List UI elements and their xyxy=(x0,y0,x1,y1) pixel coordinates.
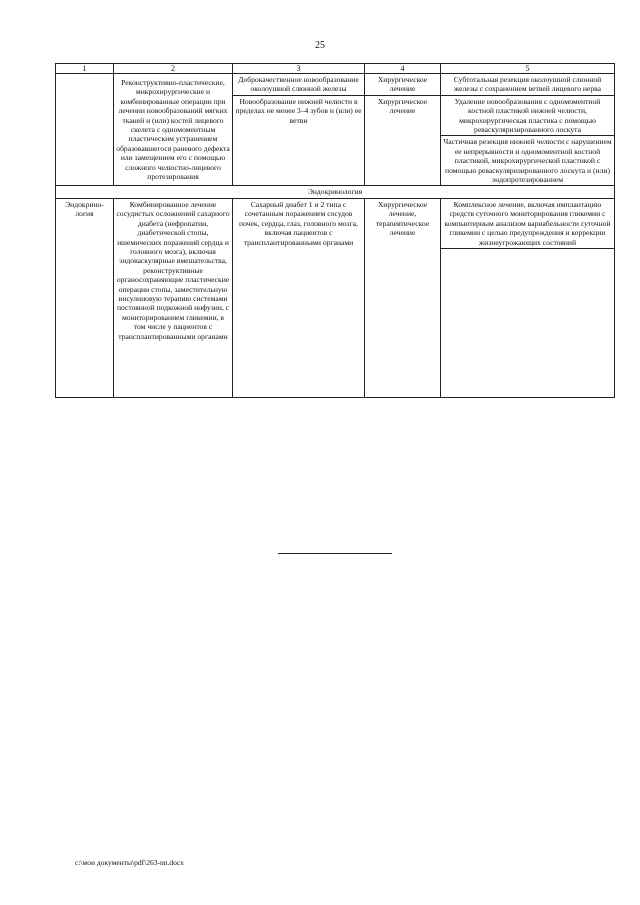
header-cell: 1 xyxy=(56,64,114,74)
medical-care-table xyxy=(55,63,615,398)
profile-cell: Эндокрино-логия xyxy=(56,198,114,397)
page-number: 25 xyxy=(315,40,325,51)
treatment-type-cell: Хирургическое лечение, терапевтическое лечение xyxy=(365,198,441,397)
footer-separator-line xyxy=(278,553,392,554)
table-row xyxy=(56,74,615,96)
method-cell: Комплексное лечение, включая имплантацию средств суточного мониторирования гликемии с компьютерным анализом вариабельности суточной гликемии с целью предупреждения и коррекции жизнеугрожающих состояний xyxy=(441,198,615,248)
method-cell: Удаление новообразования с одномоментной костной пластикой нижней челюсти, микрохирургическая пластика с помощью реваскуляризированного лоскута xyxy=(441,95,615,136)
header-cell: 4 xyxy=(365,64,441,74)
intervention-cell: Реконструктивно-пластические, микрохирургические и комбинированные операции при лечении новообразований мягких тканей и (или) костей лицевого скелета с одномоментным пластическим устранением образовавшегося раневого дефекта или замещением его с помощью сложного челюстно-лицевого протезирования xyxy=(114,74,233,186)
section-row xyxy=(56,186,615,198)
diagnosis-cell: Доброкачественное новообразование околоушной слюнной железы xyxy=(233,74,365,96)
treatment-type-cell: Хирургическое лечение xyxy=(365,74,441,96)
table-header-row xyxy=(56,64,615,74)
diagnosis-cell: Сахарный диабет 1 и 2 типа с сочетанным поражением сосудов почек, сердца, глаз, головного мозга, включая пациентов с трансплантированными органами xyxy=(233,198,365,397)
method-cell: Субтотальная резекция околоушной слюнной железы с сохранением ветвей лицевого нерва xyxy=(441,74,615,96)
diagnosis-cell: Новообразование нижней челюсти в пределах не менее 3–4 зубов и (или) ее ветви xyxy=(233,95,365,186)
header-cell: 3 xyxy=(233,64,365,74)
header-cell: 5 xyxy=(441,64,615,74)
header-cell: 2 xyxy=(114,64,233,74)
file-path: c:\мои документы\pdf\263-nn.docx xyxy=(75,858,184,867)
section-title: Эндокринология xyxy=(56,186,615,198)
table-row xyxy=(56,198,615,248)
method-cell-empty xyxy=(441,248,615,397)
profile-cell-empty xyxy=(56,74,114,186)
treatment-type-cell: Хирургическое лечение xyxy=(365,95,441,186)
method-cell: Частичная резекция нижней челюсти с нарушением ее непрерывности и одномоментной костной пластикой, микрохирургической пластикой с помощью реваскуляризированного лоскута и (или) эндопротезированием xyxy=(441,136,615,186)
intervention-cell: Комбинированное лечение сосудистых осложнений сахарного диабета (нефропатии, диабетической стопы, ишемических поражений сердца и головного мозга), включая эндоваскулярные вмешательства, реконструктивные органосохраняющие пластические операции стопы, заместительную инсулиновую терапию системами постоянной подкожной инфузии, с мониторированием гликемии, в том числе у пациентов с трансплантированными органами xyxy=(114,198,233,397)
